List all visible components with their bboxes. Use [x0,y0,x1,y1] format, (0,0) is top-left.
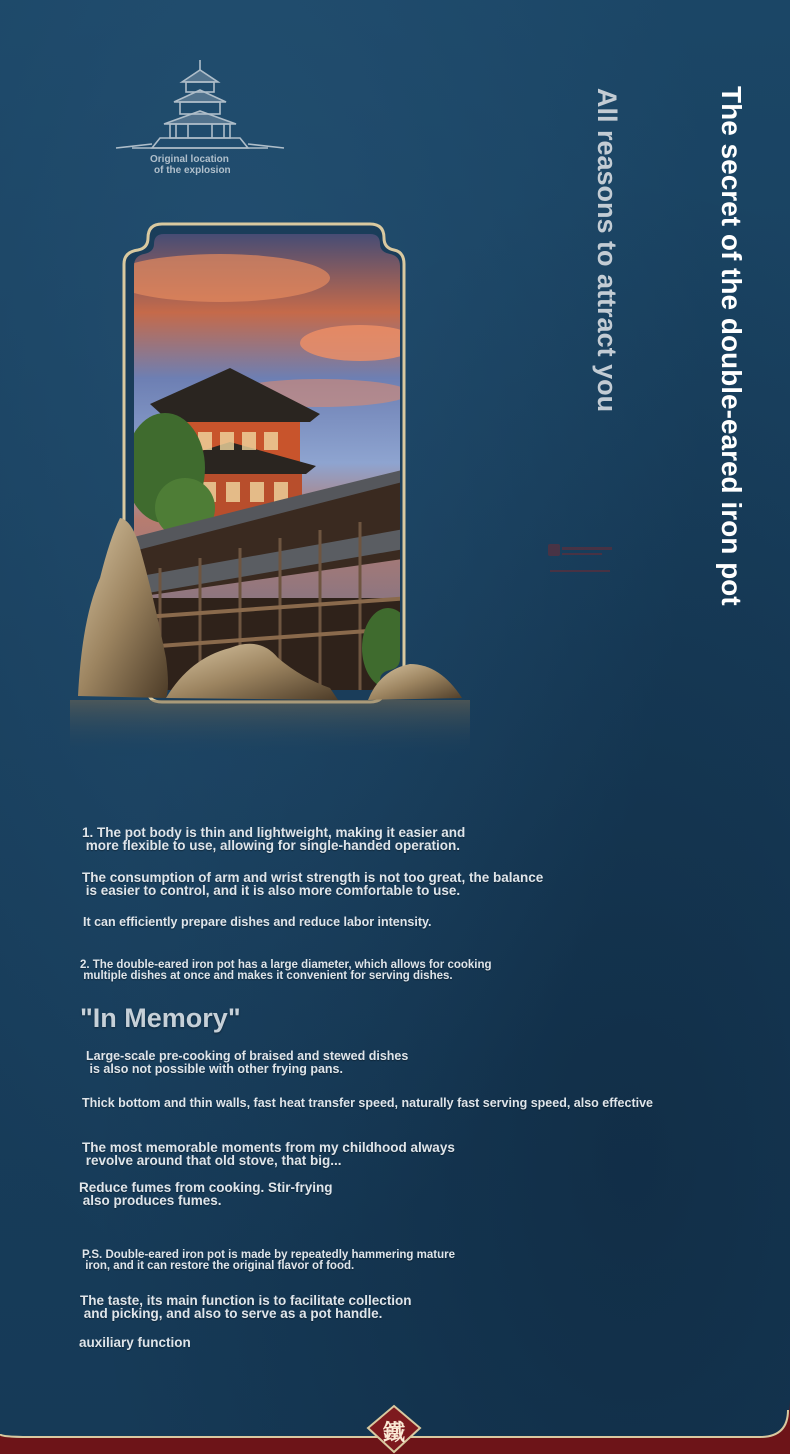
iron-character-stamp: 鐵 [382,1419,405,1446]
sub-vertical-title: All reasons to attract you [592,88,622,413]
seal-mark-icon [548,540,614,580]
paragraph-7: The most memorable moments from my childhood always revolve around that old stove, that big... [82,1140,455,1168]
paragraph-2: The consumption of arm and wrist strength is not too great, the balance is easier to control, and it is also more comfortable to use. [82,870,544,898]
main-vertical-title: The secret of the double-eared iron pot [716,86,747,606]
in-memory-heading: "In Memory" [80,1003,241,1033]
paragraph-1: 1. The pot body is thin and lightweight, making it easier and more flexible to use, allowing for single-handed operation. [82,825,466,853]
paragraph-5: Large-scale pre-cooking of braised and stewed dishes is also not possible with other frying pans. [86,1049,409,1076]
paragraph-10: The taste, its main function is to facilitate collection and picking, and also to serve as a pot handle. [80,1293,412,1321]
scenic-pagoda-frame [70,218,470,758]
logo-caption [150,154,260,176]
logo-caption-line1: Original location [150,154,229,165]
paragraph-9: P.S. Double-eared iron pot is made by repeatedly hammering mature iron, and it can restore the original flavor of food. [82,1249,456,1272]
paragraph-8: Reduce fumes from cooking. Stir-frying also produces fumes. [79,1180,333,1208]
paragraph-11: auxiliary function [79,1335,191,1350]
paragraph-3: It can efficiently prepare dishes and reduce labor intensity. [83,915,432,929]
logo-caption-line2: of the explosion [154,165,231,176]
paragraph-4: 2. The double-eared iron pot has a large diameter, which allows for cooking multiple dishes at once and makes it convenient for serving dishes. [80,959,492,982]
paragraph-6: Thick bottom and thin walls, fast heat transfer speed, naturally fast serving speed, also effective [82,1096,653,1110]
